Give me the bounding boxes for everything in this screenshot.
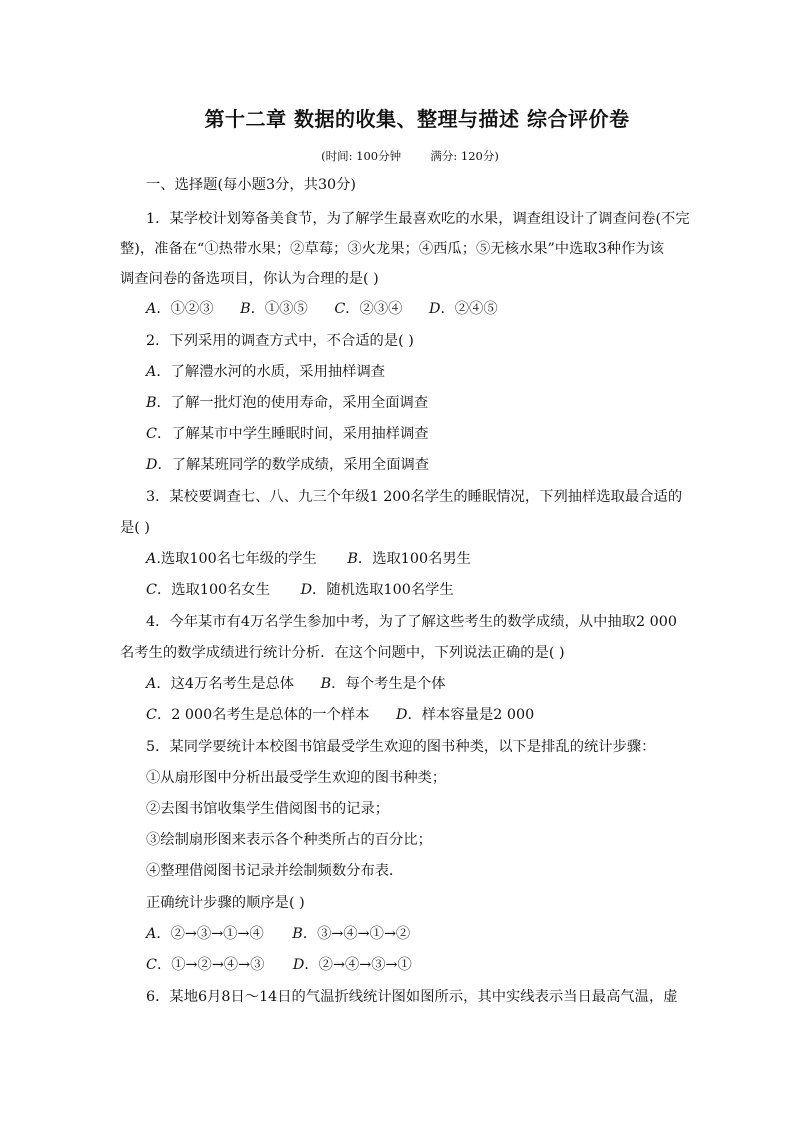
q2-option-d: D．了解某班同学的数学成绩，采用全面调查 xyxy=(146,457,430,473)
q2-option-c: C．了解某市中学生睡眠时间，采用抽样调查 xyxy=(146,426,429,442)
q5-stem: 5．某同学要统计本校图书馆最受学生欢迎的图书种类，以下是排乱的统计步骤： xyxy=(146,739,656,755)
q6-stem-line1: 6．某地6月8日～14日的气温折线统计图如图所示，其中实线表示当日最高气温，虚 xyxy=(146,989,678,1005)
q5-option-c: C．①→②→④→③ xyxy=(146,957,265,973)
q5-option-d: D．②→④→③→① xyxy=(292,957,412,973)
q1-option-b: B．①③⑤ xyxy=(240,301,308,317)
q4-option-c: C．2 000名考生是总体的一个样本 xyxy=(146,707,370,723)
page-title: 第十二章 数据的收集、整理与描述 综合评价卷 xyxy=(204,107,630,131)
q4-stem-line2: 名考生的数学成绩进行统计分析．在这个问题中，下列说法正确的是( ) xyxy=(120,645,565,661)
q1-stem-line3: 调查问卷的备选项目，你认为合理的是( ) xyxy=(120,271,379,287)
q1-option-a: A．①②③ xyxy=(146,301,214,317)
q2-option-b: B．了解一批灯泡的使用寿命，采用全面调查 xyxy=(146,395,429,411)
q3-option-d: D．随机选取100名学生 xyxy=(300,582,454,598)
exam-time-and-score: (时间: 100分钟 满分: 120分) xyxy=(321,149,499,163)
q1-stem-line1: 1．某学校计划筹备美食节，为了解学生最喜欢吃的水果，调查组设计了调查问卷(不完 xyxy=(146,211,690,227)
q5-step-4: ④整理借阅图书记录并绘制频数分布表． xyxy=(146,863,404,879)
q5-step-3: ③绘制扇形图来表示各个种类所占的百分比； xyxy=(146,832,432,848)
q5-options-row2 xyxy=(146,956,412,974)
q4-options-row2 xyxy=(146,706,534,724)
q4-stem-line1: 4．今年某市有4万名学生参加中考，为了了解这些考生的数学成绩，从中抽取2 000 xyxy=(146,614,677,630)
q4-option-a: A．这4万名考生是总体 xyxy=(146,676,295,692)
q3-options-row2 xyxy=(146,581,454,599)
q4-options-row1 xyxy=(146,675,446,693)
q3-options-row1 xyxy=(146,550,471,568)
q4-option-d: D．样本容量是2 000 xyxy=(396,707,535,723)
q5-step-2: ②去图书馆收集学生借阅图书的记录； xyxy=(146,801,390,817)
q2-stem: 2．下列采用的调查方式中，不合适的是( ) xyxy=(146,333,414,349)
q5-option-a: A．②→③→①→④ xyxy=(146,926,264,942)
q3-option-c: C．选取100名女生 xyxy=(146,582,271,598)
q3-option-a: A.选取100名七年级的学生 xyxy=(146,551,317,567)
q2-option-a: A．了解澧水河的水质，采用抽样调查 xyxy=(146,364,386,380)
section-heading: 一、选择题(每小题3分，共30分) xyxy=(146,177,357,193)
q3-stem-line1: 3．某校要调查七、八、九三个年级1 200名学生的睡眠情况，下列抽样选取最合适的 xyxy=(146,489,683,505)
q5-options-row1 xyxy=(146,925,410,943)
q3-stem-line2: 是( ) xyxy=(120,520,150,536)
q1-options xyxy=(146,300,498,318)
q1-option-c: C．②③④ xyxy=(334,301,403,317)
q5-prompt: 正确统计步骤的顺序是( ) xyxy=(146,895,305,911)
q4-option-b: B．每个考生是个体 xyxy=(320,676,446,692)
q1-stem-line2: 整)，准备在“①热带水果；②草莓；③火龙果；④西瓜；⑤无核水果”中选取3种作为该 xyxy=(120,241,664,257)
q3-option-b: B．选取100名男生 xyxy=(347,551,471,567)
q1-option-d: D．②④⑤ xyxy=(429,301,498,317)
q5-step-1: ①从扇形图中分析出最受学生欢迎的图书种类； xyxy=(146,770,447,786)
q5-option-b: B．③→④→①→② xyxy=(292,926,411,942)
